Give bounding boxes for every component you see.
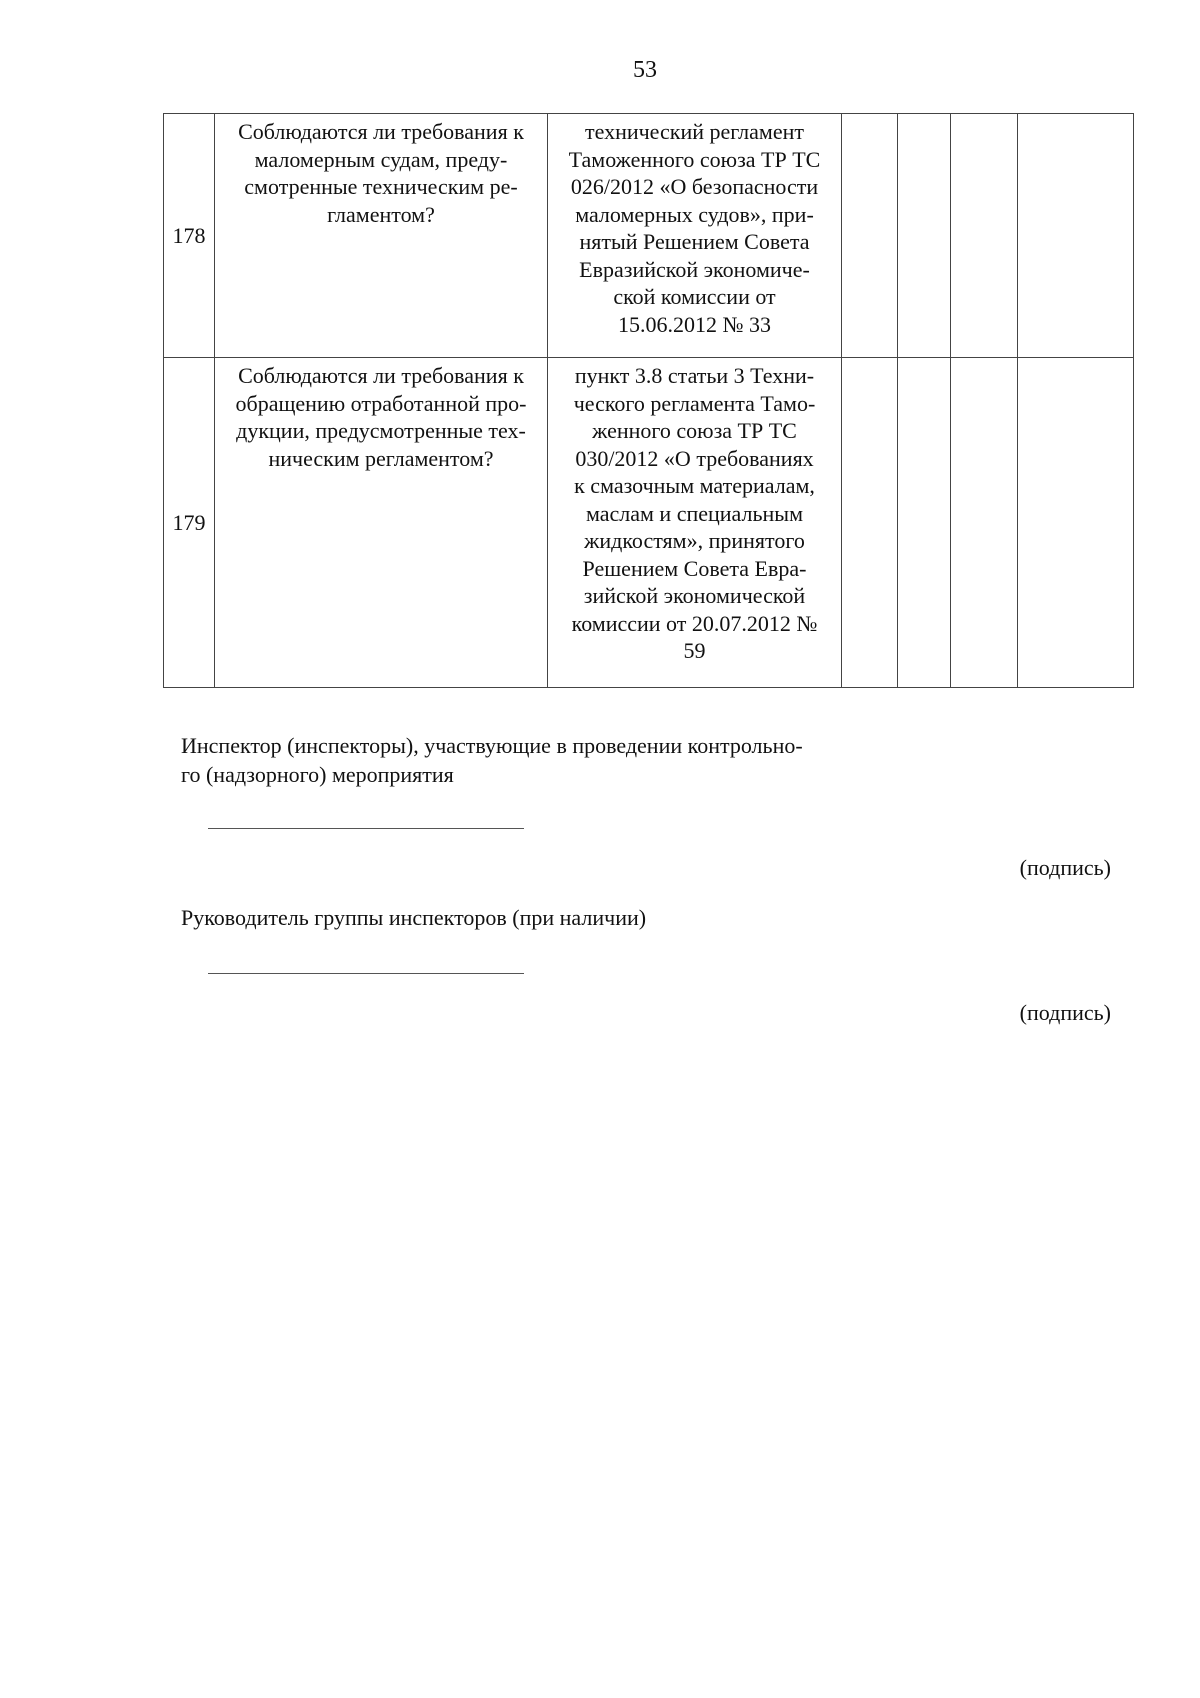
reference-line: комиссии от 20.07.2012 № <box>571 610 818 636</box>
reference-line: нятый Решением Совета <box>579 229 810 254</box>
reference-line: зийской экономической <box>583 583 806 608</box>
inspectors-signature-line[interactable] <box>208 828 524 829</box>
table-row <box>164 114 1134 358</box>
question-line: обращению отработанной про- <box>235 390 527 416</box>
question-line: маломерным судам, преду- <box>254 146 508 172</box>
reference-line: Таможенного союза ТР ТС <box>568 146 821 172</box>
note-cell[interactable] <box>1018 358 1134 688</box>
question-line: дукции, предусмотренные тех- <box>236 418 526 443</box>
reference-line: к смазочным материалам, <box>574 473 815 498</box>
inspectors-line: го (надзорного) мероприятия <box>181 762 454 787</box>
reference-line: Евразийской экономиче- <box>579 256 810 282</box>
reference-line: Решением Совета Евра- <box>582 555 807 581</box>
page-number: 53 <box>633 57 657 83</box>
table-row <box>164 358 1134 688</box>
reference-line: жидкостям», принятого <box>584 528 805 553</box>
question-line: Соблюдаются ли требования к <box>238 363 524 388</box>
question-line: Соблюдаются ли требования к <box>238 119 524 144</box>
reference-line: 59 <box>683 638 706 663</box>
reference-line: 026/2012 «О безопасности <box>570 174 819 199</box>
reference-line: маслам и специальным <box>585 500 804 526</box>
reference-line: женного союза ТР ТС <box>592 418 797 443</box>
row-number: 179 <box>164 358 215 688</box>
question-cell <box>215 358 548 688</box>
inspectors-paragraph <box>181 731 803 789</box>
reference-cell <box>548 358 842 688</box>
reference-line: ческого регламента Тамо- <box>573 390 816 416</box>
leader-signature-caption: (подпись) <box>1019 1000 1111 1025</box>
checklist-table <box>163 113 1134 688</box>
question-line: смотренные техническим ре- <box>244 174 518 199</box>
reference-line: пункт 3.8 статьи 3 Техни- <box>574 363 815 388</box>
leader-signature-line[interactable] <box>208 973 524 974</box>
row-number: 178 <box>164 114 215 358</box>
answer-no-cell[interactable] <box>898 358 951 688</box>
answer-no-cell[interactable] <box>898 114 951 358</box>
inspectors-line: Инспектор (инспекторы), участвующие в проведении контрольно- <box>181 733 803 758</box>
reference-line: маломерных судов», при- <box>575 201 814 227</box>
answer-yes-cell[interactable] <box>842 114 898 358</box>
reference-cell <box>548 114 842 358</box>
reference-line: 030/2012 «О требованиях <box>575 445 814 471</box>
question-line: гламентом? <box>327 201 435 227</box>
answer-yes-cell[interactable] <box>842 358 898 688</box>
note-cell[interactable] <box>1018 114 1134 358</box>
leader-paragraph: Руководитель группы инспекторов (при наличии) <box>181 905 647 930</box>
reference-line: 15.06.2012 № 33 <box>618 311 771 337</box>
reference-line: ской комиссии от <box>613 284 776 309</box>
answer-na-cell[interactable] <box>951 358 1018 688</box>
answer-na-cell[interactable] <box>951 114 1018 358</box>
question-line: ническим регламентом? <box>268 445 494 471</box>
question-cell <box>215 114 548 358</box>
reference-line: технический регламент <box>584 119 804 144</box>
inspectors-signature-caption: (подпись) <box>1019 855 1111 880</box>
